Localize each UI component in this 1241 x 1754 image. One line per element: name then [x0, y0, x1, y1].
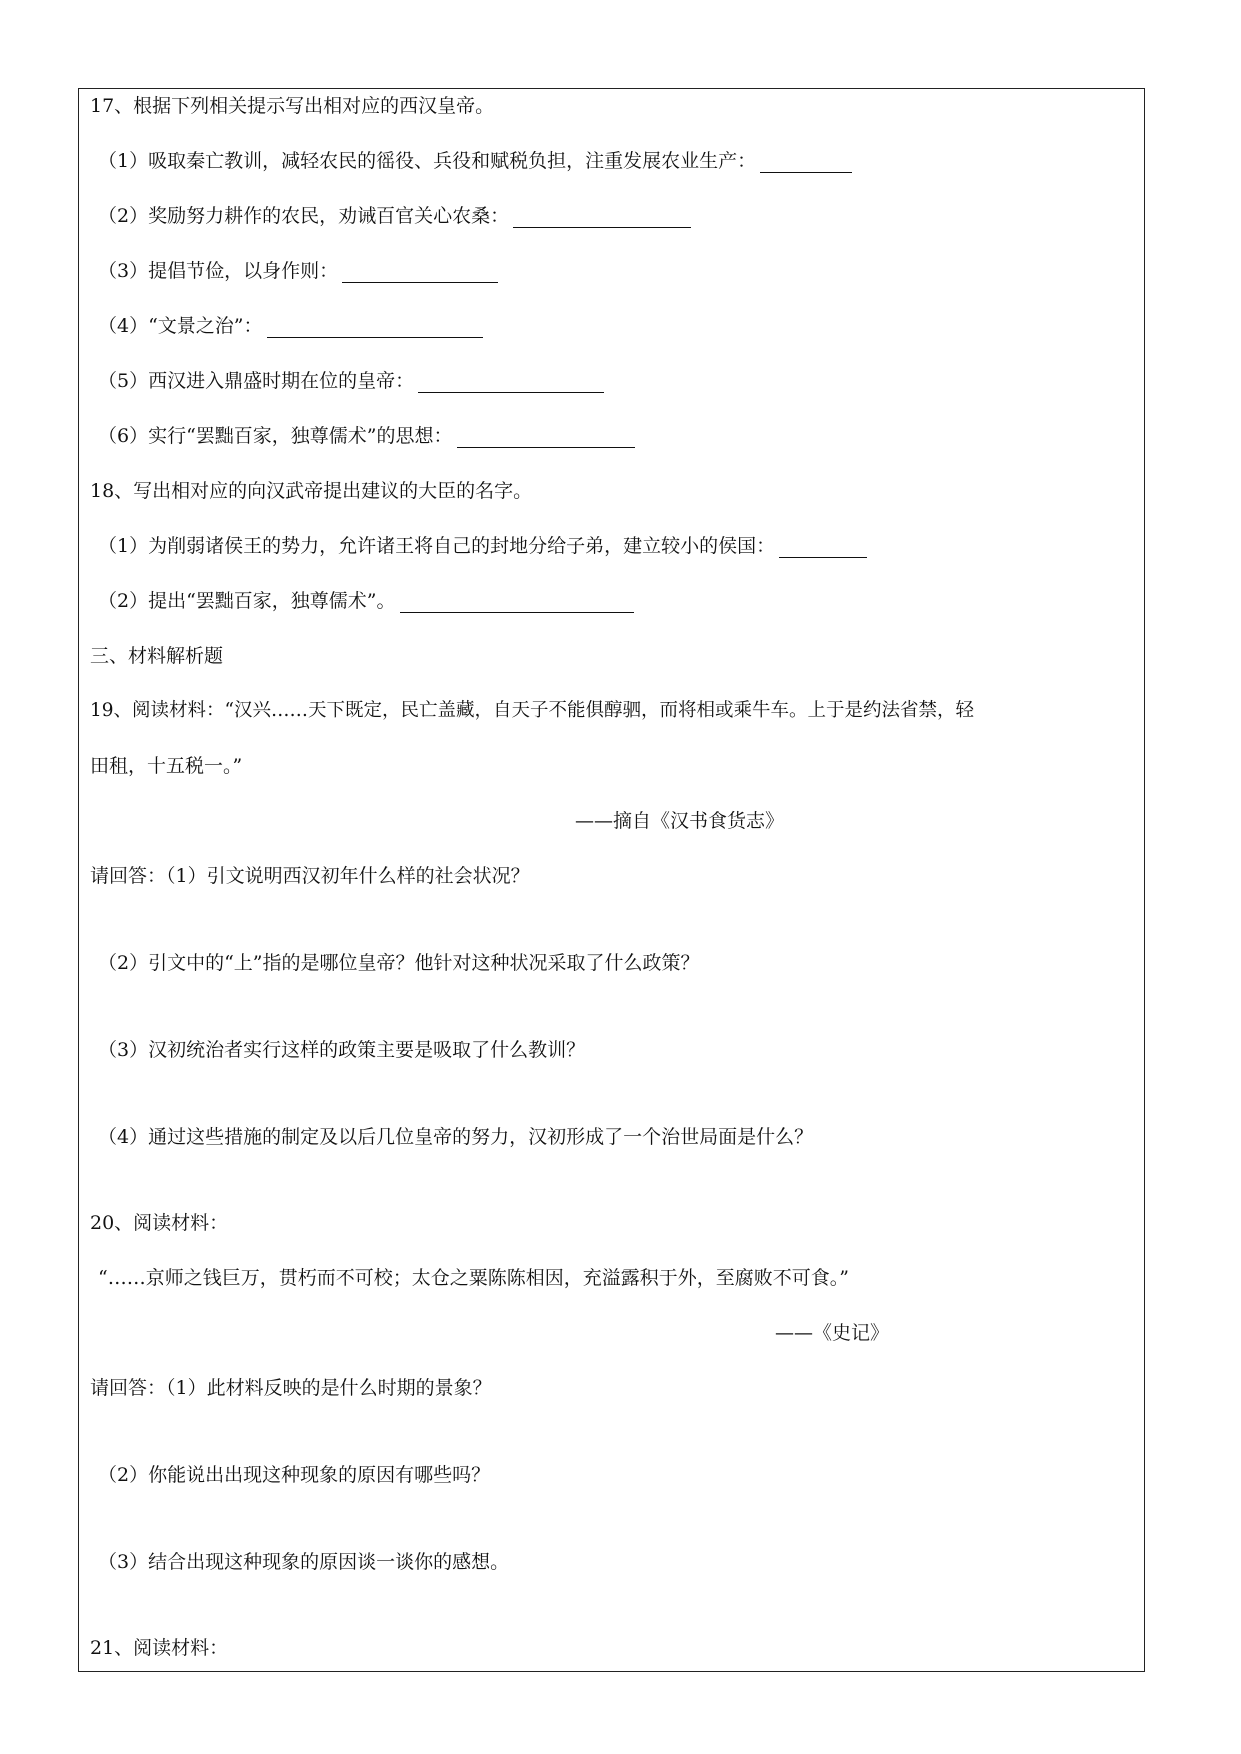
- q20-question-1: 请回答：（1）此材料反映的是什么时期的景象？: [90, 1377, 492, 1399]
- q17-item-2: （2）奖励努力耕作的农民，劝诫百官关心农桑：: [98, 204, 691, 228]
- answer-blank[interactable]: [267, 317, 483, 338]
- q17-title: 17、根据下列相关提示写出相对应的西汉皇帝。: [90, 95, 495, 117]
- q20-question-2: （2）你能说出出现这种现象的原因有哪些吗？: [98, 1464, 491, 1486]
- answer-blank[interactable]: [457, 427, 635, 448]
- q18-item-2: （2）提出“罢黜百家，独尊儒术”。: [98, 589, 634, 613]
- q19-material-line-1: 19、阅读材料：“汉兴……天下既定，民亡盖藏，自天子不能俱醇驷，而将相或乘牛车。上于是约法省禁，轻: [90, 700, 975, 721]
- q19-question-4: （4）通过这些措施的制定及以后几位皇帝的努力，汉初形成了一个治世局面是什么？: [98, 1126, 814, 1148]
- q18-item-1: （1）为削弱诸侯王的势力，允许诸王将自己的封地分给子弟，建立较小的侯国：: [98, 534, 867, 558]
- q19-question-1: 请回答：（1）引文说明西汉初年什么样的社会状况？: [90, 865, 530, 887]
- q17-item-4: （4）“文景之治”：: [98, 314, 483, 338]
- answer-blank[interactable]: [342, 262, 498, 283]
- answer-blank[interactable]: [418, 372, 604, 393]
- q17-item-5: （5）西汉进入鼎盛时期在位的皇帝：: [98, 369, 604, 393]
- q17-item-3: （3）提倡节俭，以身作则：: [98, 259, 498, 283]
- answer-blank[interactable]: [513, 207, 691, 228]
- q19-material-line-2: 田租，十五税一。”: [90, 755, 243, 777]
- answer-blank[interactable]: [400, 592, 634, 613]
- answer-blank[interactable]: [779, 537, 867, 558]
- q19-source: ——摘自《汉书食货志》: [575, 810, 785, 832]
- q20-title: 20、阅读材料：: [90, 1212, 229, 1234]
- section-heading: 三、材料解析题: [90, 645, 224, 667]
- q21-title: 21、阅读材料：: [90, 1637, 229, 1659]
- q20-material: “……京师之钱巨万，贯朽而不可校；太仓之粟陈陈相因，充溢露积于外，至腐败不可食。”: [98, 1267, 849, 1289]
- q19-question-3: （3）汉初统治者实行这样的政策主要是吸取了什么教训？: [98, 1039, 586, 1061]
- q18-title: 18、写出相对应的向汉武帝提出建议的大臣的名字。: [90, 480, 533, 502]
- q17-item-6: （6）实行“罢黜百家，独尊儒术”的思想：: [98, 424, 635, 448]
- q20-source: ——《史记》: [775, 1322, 890, 1344]
- q19-question-2: （2）引文中的“上”指的是哪位皇帝？他针对这种状况采取了什么政策？: [98, 952, 700, 974]
- q17-item-1: （1）吸取秦亡教训，减轻农民的徭役、兵役和赋税负担，注重发展农业生产：: [98, 149, 852, 173]
- answer-blank[interactable]: [760, 152, 852, 173]
- q20-question-3: （3）结合出现这种现象的原因谈一谈你的感想。: [98, 1551, 510, 1573]
